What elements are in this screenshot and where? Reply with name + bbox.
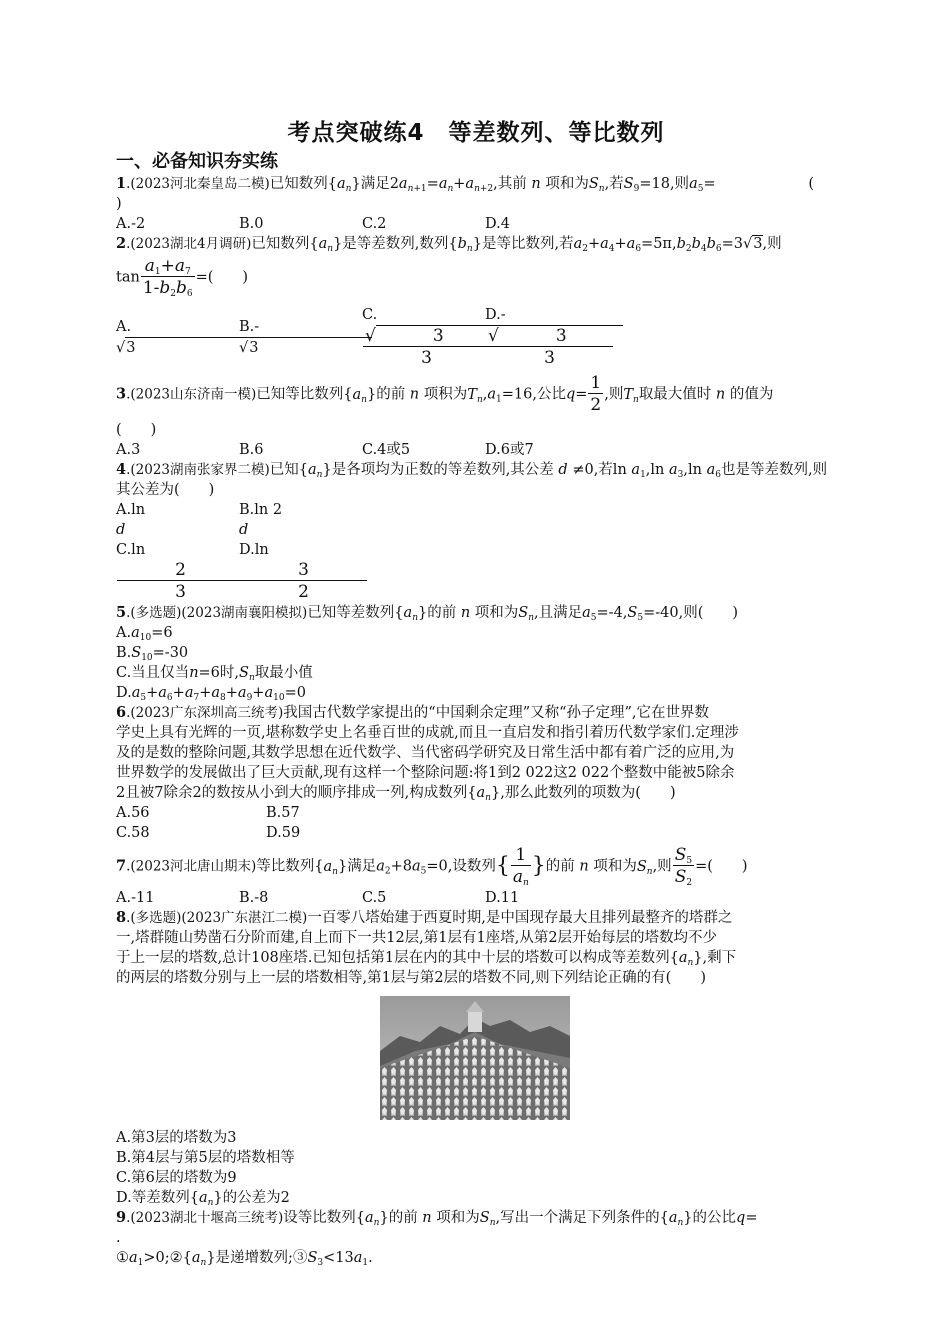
question-9-stem: 9.(2023湖北十堰高三统考)设等比数列$\{a_n\}$的前 n 项和为$S_n$,写出一个满足下列条件的$\{a_n\}$的公比q= — [116, 1209, 758, 1228]
question-7-stem: 7.(2023河北唐山期末)等比数列$\{a_n\}$满足$a_2+8a_5=0$,设数列{ $\frac{1}{a_n}$ }的前 n 项和为$S_n$,则 $\frac{S_5}{S_2}$ =( ) — [116, 845, 748, 888]
option-a: A.56 — [116, 805, 150, 821]
option-c: C.2 — [362, 216, 387, 232]
option-a: A.-11 — [116, 890, 155, 906]
option-a: A.-2 — [116, 216, 146, 232]
question-1-stem: 1.(2023河北秦皇岛二模)已知数列$\{a_n\}$满足$2a_{n+1}=a_n+a_{n+2}$,其前 n 项和为$S_n$,若$S_9=18$,则$a_5=$ ( — [116, 175, 814, 194]
question-4-options-row1 — [116, 500, 836, 540]
question-6-stem: 6.(2023广东深圳高三统考)我国古代数学家提出的“中国剩余定理”又称“孙子定理”,它在世界数 — [116, 704, 710, 721]
question-1: 1.(2023河北秦皇岛二模)已知数列$\{a_n\}$满足$2a_{n+1}=a_n+a_{n+2}$,其前 n 项和为$S_n$,若$S_9=18$,则$a_5=$ ( ) A.-2 B.0 C.2 D.4 — [116, 174, 836, 234]
option-a: A.3 — [116, 442, 141, 458]
option-b: B.57 — [266, 805, 300, 821]
question-4 — [116, 460, 836, 603]
option-c: C.当且仅当n=6时$,S_n$取最小值 — [116, 665, 313, 683]
option-d: D.11 — [485, 890, 520, 906]
question-5-stem: 5.(多选题)(2023湖南襄阳模拟)已知等差数列$\{a_n\}$的前 n 项和为$S_n$,且满足$a_5=-4,S_5=-40$,则( ) — [116, 604, 739, 623]
option-b: B.0 — [239, 216, 264, 232]
question-4-options-row2 — [116, 540, 836, 603]
option-a: A.√3 — [116, 317, 239, 358]
question-2 — [116, 234, 836, 369]
question-5 — [116, 603, 836, 703]
option-d: D.59 — [266, 825, 301, 841]
question-7-options — [116, 888, 836, 908]
question-8-stem: 8.(多选题)(2023广东湛江二模)一百零八塔始建于西夏时期,是中国现存最大且排列最整齐的塔群之 — [116, 909, 733, 926]
option-d: $D.a_5+a_6+a_7+a_8+a_9+a_{10}=0$ — [116, 685, 306, 703]
pagoda-photo — [380, 996, 570, 1120]
option-b: B.6 — [239, 442, 264, 458]
option-b: $B.S_{10}=-30$ — [116, 645, 189, 663]
question-9: 9.(2023湖北十堰高三统考)设等比数列$\{a_n\}$的前 n 项和为$S_n$,写出一个满足下列条件的$\{a_n\}$的公比q= . $①a_1>0;②\{a_n\}$是递增数列$;③S_3<13a_1$. — [116, 1208, 836, 1268]
option-d: D.ln $\frac{3}{2}$ — [239, 540, 362, 603]
question-6: 6.(2023广东深圳高三统考)我国古代数学家提出的“中国剩余定理”又称“孙子定理”,它在世界数 学史上具有光辉的一页,堪称数学史上名垂百世的成就,而且一直启发和指引着历代数学家们.定理涉 及的是数的整除问题,其数学思想在近代数学、当代密码学研究及日常生活中都有着广泛的应用,为 世界数学的发展做出了巨大贡献,现有这样一个整除问题:将1到2 022这2 022个整数中能被5除余 2且被7除余2的数按从小到大的顺序排成一列,构成数列$\{a_n\}$,那么此数列的项数为( ) A.56 B.57 C.58 D.59 — [116, 703, 836, 843]
option-d: D.等差数列$\{a_n\}$的公差为2 — [116, 1190, 290, 1208]
option-c: C. $\frac{√ 3}{3}$ — [362, 305, 485, 369]
question-9-conditions: $①a_1>0;②\{a_n\}$是递增数列$;③S_3<13a_1$. — [116, 1250, 373, 1268]
option-b: B.-√3 — [239, 317, 362, 358]
question-6-options-row2 — [116, 823, 836, 843]
question-8: 8.(多选题)(2023广东湛江二模)一百零八塔始建于西夏时期,是中国现存最大且排列最整齐的塔群之 一,塔群随山势凿石分阶而建,自上而下一共12层,第1层有1座塔,从第2层开始每层的塔数均不少 于上一层的塔数,总计108座塔.已知包括第1层在内的其中十层的塔数可以构成等差数列$\{a_n\}$,剩下 的两层的塔数分别与上一层的塔数相等,第1层与第2层的塔数不同,则下列结论正确的有( ) A.第3层的塔数为3 B.第4层与第5层的塔数相等 C.第6层的塔数为9 D.等差数列$\{a_n\}$的公差为2 — [116, 908, 836, 1208]
question-3: 3.(2023山东济南一模)已知等比数列$\{a_n\}$的前 n 项积为$T_n,a_1=16$,公比q= $\frac{1}{2}$ ,则$T_n$取最大值时 n 的值为 ( ) A.3 B.6 C.4或5 D.6或7 — [116, 373, 836, 460]
option-b: B.-8 — [239, 890, 269, 906]
question-2-options — [116, 305, 836, 369]
option-d: D.4 — [485, 216, 510, 232]
section-heading: 一、必备知识夯实练 — [116, 151, 278, 172]
option-a: $A.a_{10}=6$ — [116, 625, 173, 643]
question-6-options-row1 — [116, 803, 836, 823]
question-7 — [116, 845, 836, 908]
option-c: C.第6层的塔数为9 — [116, 1170, 237, 1186]
option-b: B.第4层与第5层的塔数相等 — [116, 1150, 295, 1166]
question-4-stem: 4.(2023湖南张家界二模)已知$\{a_n\}$是各项均为正数的等差数列,其公差 d ≠0,若$\ln a_1,\ln$ $a_3,\ln$ $a_6$也是等差数列,则其公差为( ) — [116, 461, 828, 498]
question-3-options — [116, 440, 836, 460]
page-title: 考点突破练4 等差数列、等比数列 — [287, 120, 665, 146]
option-c: C.ln $\frac{2}{3}$ — [116, 540, 239, 603]
option-c: C.58 — [116, 825, 150, 841]
option-b: B.ln 2d — [239, 502, 283, 538]
document-page — [116, 118, 836, 1268]
option-d: D.6或7 — [485, 442, 534, 458]
option-a: A.第3层的塔数为3 — [116, 1130, 237, 1146]
option-c: C.5 — [362, 890, 387, 906]
question-2-expression: tan $\frac{a_1+a_7}{1-b_2b_6}$ =( ) — [116, 256, 249, 299]
option-a: A.lnd — [116, 502, 146, 538]
question-3-stem: 3.(2023山东济南一模)已知等比数列$\{a_n\}$的前 n 项积为$T_n,a_1=16$,公比q= $\frac{1}{2}$ ,则$T_n$取最大值时 n 的值为 — [116, 373, 774, 415]
question-2-stem: 2.(2023湖北4月调研)已知数列$\{a_n\}$是等差数列,数列$\{b_n\}$是等比数列,若$a_2+a_4+a_6=5\pi,b_2b_4b_6=3√3$,则 — [116, 235, 782, 254]
option-d: D.- $\frac{√ 3}{3}$ — [485, 305, 608, 369]
option-c: C.4或5 — [362, 442, 411, 458]
question-1-options — [116, 214, 836, 234]
